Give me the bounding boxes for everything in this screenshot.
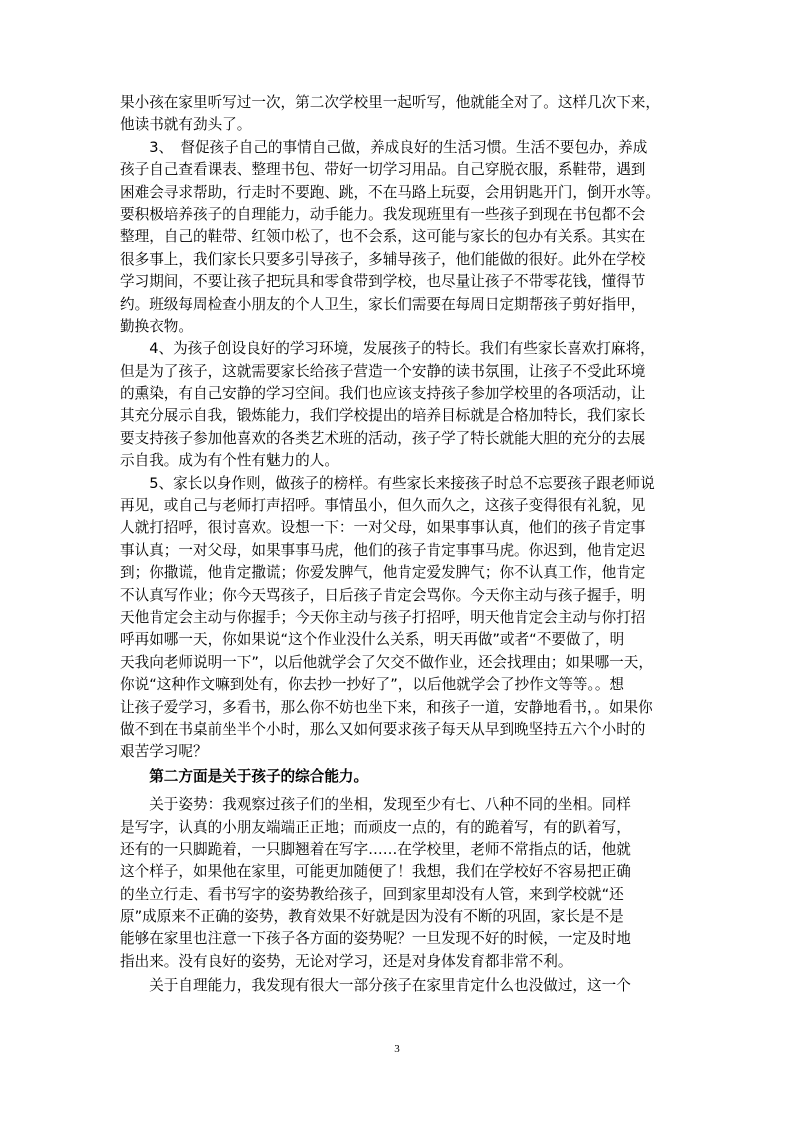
section-heading: 第二方面是关于孩子的综合能力。	[120, 767, 369, 785]
text-line: 呼再如哪一天，你如果说“这个作业没什么关系，明天再做”或者“不要做了，明	[120, 631, 625, 649]
document-body	[120, 92, 676, 998]
text-line: 关于自理能力，我发现有很大一部分孩子在家里肯定什么也没做过，这一个	[120, 977, 631, 995]
text-line: 关于姿势：我观察过孩子们的坐相，发现至少有七、八种不同的坐相。同样	[120, 796, 631, 814]
text-line: 整理，自己的鞋带、红领巾松了，也不会系，这可能与家长的包办有关系。其实在	[120, 228, 646, 246]
text-line: 很多事上，我们家长只要多引导孩子，多辅导孩子，他们能做的很好。此外在学校	[120, 250, 646, 268]
text-line: 能够在家里也注意一下孩子各方面的姿势呢？一旦发现不好的时候，一定及时地	[120, 930, 631, 948]
text-line: 再见，或自己与老师打声招呼。事情虽小，但久而久之，这孩子变得很有礼貌，见	[120, 497, 646, 515]
text-line: 的熏染，有自己安静的学习空间。我们也应该支持孩子参加学校里的各项活动，让	[120, 385, 646, 403]
text-line: 其充分展示自我，锻炼能力，我们学校提出的培养目标就是合格加特长，我们家长	[120, 407, 646, 425]
text-line: 做不到在书桌前坐半个小时，那么又如何要求孩子每天从早到晚坚持五六个小时的	[120, 720, 646, 738]
text-line: 指出来。没有良好的姿势，无论对学习，还是对身体发育都非常不利。	[120, 952, 573, 970]
text-line: 事认真；一对父母，如果事事马虎，他们的孩子肯定事事马虎。你迟到，他肯定迟	[120, 541, 646, 559]
text-line: 要积极培养孩子的自理能力，动手能力。我发现班里有一些孩子到现在书包都不会	[120, 205, 646, 223]
text-line: 3、 督促孩子自己的事情自己做，养成良好的生活习惯。生活不要包办，养成	[120, 138, 648, 156]
text-line: 让孩子爱学习，多看书，那么你不妨也坐下来，和孩子一道，安静地看书，。如果你	[120, 698, 653, 716]
text-line: 人就打招呼，很讨喜欢。设想一下：一对父母，如果事事认真，他们的孩子肯定事	[120, 519, 646, 537]
text-line: 约。班级每周检查小朋友的个人卫生，家长们需要在每周日定期帮孩子剪好指甲，	[120, 295, 646, 313]
page-number: 3	[394, 1043, 400, 1055]
text-line: 天我向老师说明一下”，以后他就学会了欠交不做作业，还会找理由；如果哪一天，	[120, 653, 653, 671]
text-line: 到；你撒谎，他肯定撒谎；你爱发脾气，他肯定爱发脾气；你不认真工作，他肯定	[120, 564, 646, 582]
text-line: 不认真写作业；你今天骂孩子，日后孩子肯定会骂你。今天你主动与孩子握手，明	[120, 586, 646, 604]
text-line: 学习期间，不要让孩子把玩具和零食带到学校，也尽量让孩子不带零花钱，懂得节	[120, 273, 646, 291]
text-line: 但是为了孩子，这就需要家长给孩子营造一个安静的读书氛围，让孩子不受此环境	[120, 362, 646, 380]
text-line: 4、为孩子创设良好的学习环境，发展孩子的特长。我们有些家长喜欢打麻将，	[120, 340, 655, 358]
text-line: 原”成原来不正确的姿势，教育效果不好就是因为没有不断的巩固，家长是不是	[120, 908, 624, 926]
text-line: 5、家长以身作则，做孩子的榜样。有些家长来接孩子时总不忘要孩子跟老师说	[120, 474, 655, 492]
text-line: 这个样子，如果他在家里，可能更加随便了！我想，我们在学校好不容易把正确	[120, 863, 631, 881]
text-line: 你说“这种作文嘛到处有，你去抄一抄好了”，以后他就学会了抄作文等等。。想	[120, 676, 625, 694]
text-line: 困难会寻求帮助，行走时不要跑、跳，不在马路上玩耍，会用钥匙开门，倒开水等。	[120, 183, 660, 201]
text-line: 艰苦学习呢？	[120, 743, 208, 761]
text-line: 他读书就有劲头了。	[120, 116, 252, 134]
text-line: 勤换衣物。	[120, 317, 193, 335]
text-line: 要支持孩子参加他喜欢的各类艺术班的活动，孩子学了特长就能大胆的充分的去展	[120, 429, 646, 447]
text-line: 还有的一只脚跪着，一只脚翘着在写字……在学校里，老师不常指点的话，他就	[120, 840, 631, 858]
text-line: 示自我。成为有个性有魅力的人。	[120, 452, 339, 470]
text-line: 的坐立行走、看书写字的姿势教给孩子，回到家里却没有人管，来到学校就“还	[120, 885, 624, 903]
text-line: 孩子自己查看课表、整理书包、带好一切学习用品。自己穿脱衣服，系鞋带，遇到	[120, 161, 646, 179]
text-line: 果小孩在家里听写过一次，第二次学校里一起听写，他就能全对了。这样几次下来，	[120, 94, 660, 111]
text-line: 是写字，认真的小朋友端端正正地；而顽皮一点的，有的跪着写，有的趴着写，	[120, 818, 631, 836]
text-line: 天他肯定会主动与你握手；今天你主动与孩子打招呼，明天他肯定会主动与你打招	[120, 608, 646, 626]
